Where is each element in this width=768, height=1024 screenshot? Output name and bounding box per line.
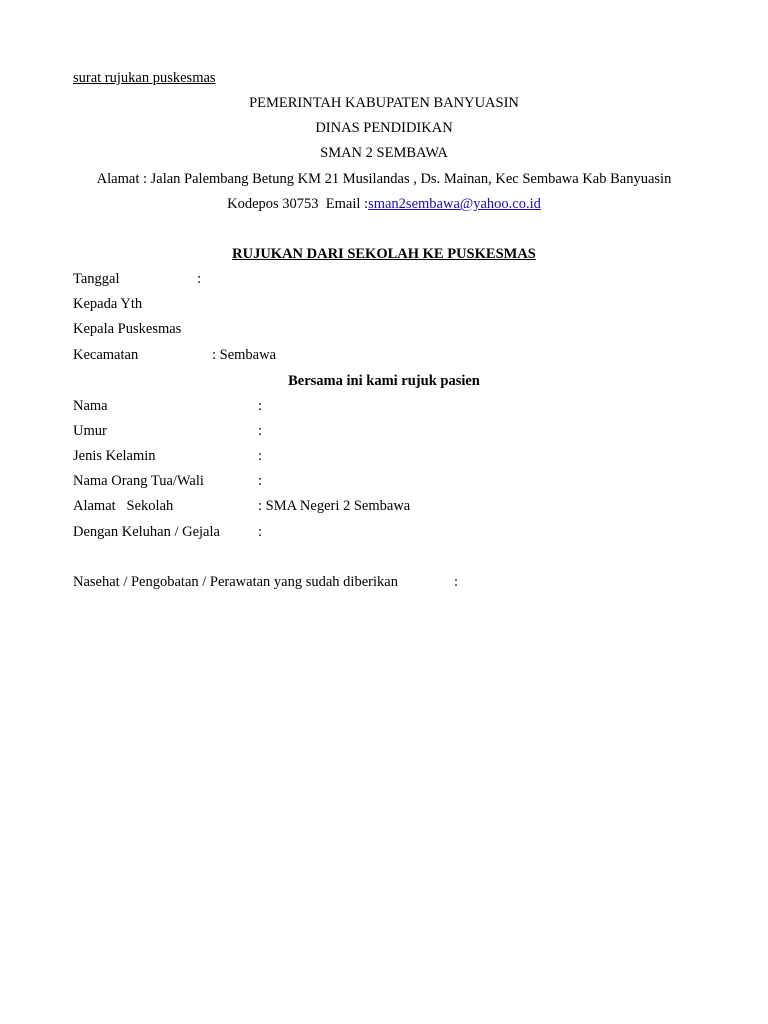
jenis-kelamin-value: : bbox=[258, 448, 263, 464]
kepada-yth: Kepada Yth bbox=[73, 296, 143, 312]
tanggal-label: Tanggal bbox=[73, 271, 120, 287]
keluhan-label: Dengan Keluhan / Gejala bbox=[73, 524, 220, 540]
kecamatan-value: : Sembawa bbox=[212, 347, 277, 363]
header-address: Alamat : Jalan Palembang Betung KM 21 Musilandas , Ds. Mainan, Kec Sembawa Kab Banyuasin bbox=[96, 171, 672, 187]
advice-label: Nasehat / Pengobatan / Perawatan yang sudah diberikan bbox=[73, 574, 398, 590]
advice-value: : bbox=[454, 574, 459, 590]
header-government: PEMERINTAH KABUPATEN BANYUASIN bbox=[249, 95, 519, 111]
umur-label: Umur bbox=[73, 423, 107, 439]
kepala-puskesmas: Kepala Puskesmas bbox=[73, 321, 182, 337]
jenis-kelamin-label: Jenis Kelamin bbox=[73, 448, 156, 464]
alamat-sekolah-label: Alamat Sekolah bbox=[73, 498, 174, 514]
document-label: surat rujukan puskesmas bbox=[73, 70, 216, 86]
nama-label: Nama bbox=[73, 398, 108, 414]
email-link[interactable]: sman2sembawa@yahoo.co.id bbox=[368, 196, 541, 212]
alamat-sekolah-value: : SMA Negeri 2 Sembawa bbox=[258, 498, 411, 514]
header-postcode: Kodepos 30753 Email : bbox=[227, 196, 369, 212]
kecamatan-label: Kecamatan bbox=[73, 347, 139, 363]
document-title: RUJUKAN DARI SEKOLAH KE PUSKESMAS bbox=[232, 246, 536, 262]
keluhan-value: : bbox=[258, 524, 263, 540]
nama-value: : bbox=[258, 398, 263, 414]
orang-tua-label: Nama Orang Tua/Wali bbox=[73, 473, 204, 489]
referral-intro: Bersama ini kami rujuk pasien bbox=[288, 373, 480, 389]
header-school: SMAN 2 SEMBAWA bbox=[320, 145, 448, 161]
header-contact bbox=[0, 195, 768, 213]
umur-value: : bbox=[258, 423, 263, 439]
orang-tua-value: : bbox=[258, 473, 263, 489]
tanggal-value: : bbox=[197, 271, 202, 287]
header-department: DINAS PENDIDIKAN bbox=[315, 120, 453, 136]
